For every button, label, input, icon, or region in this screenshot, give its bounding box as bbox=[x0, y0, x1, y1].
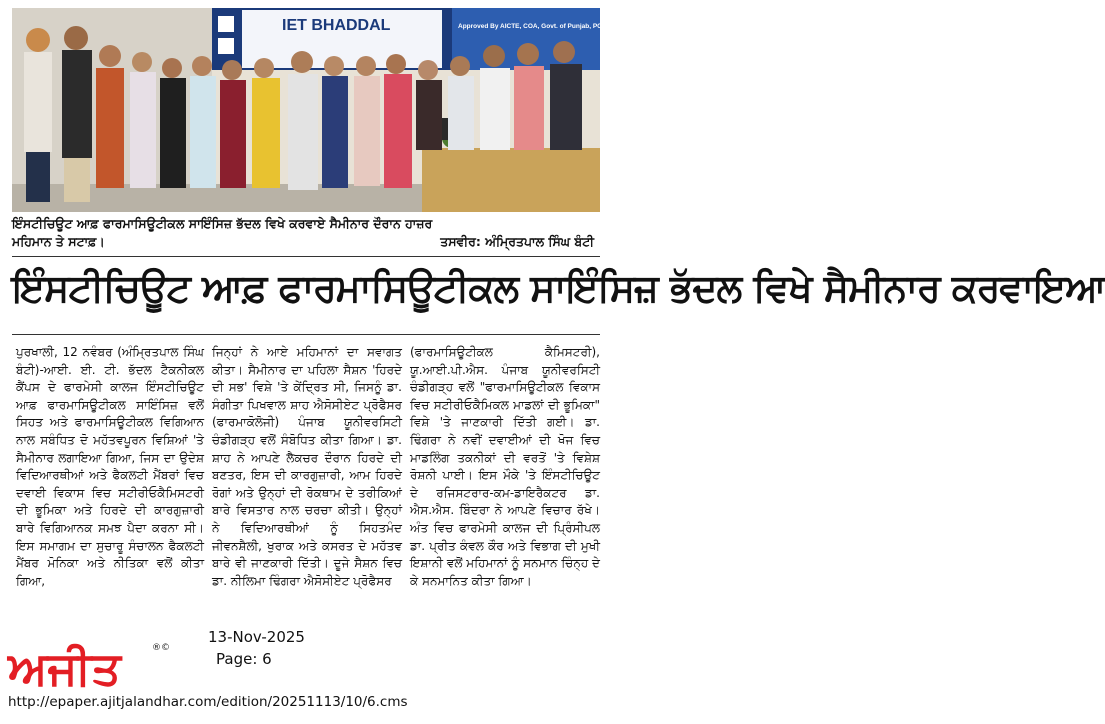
epaper-url[interactable]: http://epaper.ajitjalandhar.com/edition/20251113/10/6.cms bbox=[8, 694, 408, 710]
banner-brand: IET BHADDAL bbox=[282, 17, 391, 34]
edition-date: 13-Nov-2025 bbox=[208, 628, 305, 646]
article-column-2 bbox=[212, 344, 402, 590]
ajit-logo-text: ਅਜੀਤ bbox=[8, 641, 121, 695]
ajit-logo bbox=[4, 636, 168, 694]
divider-top bbox=[12, 256, 600, 257]
registered-mark: ®© bbox=[152, 643, 170, 653]
article-column-1 bbox=[16, 344, 204, 590]
article-text-col2: ਜਿਨ੍ਹਾਂ ਨੇ ਆਏ ਮਹਿਮਾਨਾਂ ਦਾ ਸਵਾਗਤ ਕੀਤਾ। ਸੈਮੀਨਾਰ ਦਾ ਪਹਿਲਾ ਸੈਸ਼ਨ 'ਹਿਰਦੇ ਦੀ ਸਭ' ਵਿਸ਼ੇ 'ਤੇ ਕੇਂਦ੍ਰਿਤ ਸੀ, ਜਿਸਨੂੰ ਡਾ. ਸੰਗੀਤਾ ਪਿਖਵਾਲ ਸ਼ਾਹ ਐਸੋਸੀਏਟ ਪ੍ਰੋਫੈਸਰ (ਫਾਰਮਾਕੋਲੋਜੀ) ਪੰਜਾਬ ਯੂਨੀਵਰਸਿਟੀ ਚੰਡੀਗੜ੍ਹ ਵਲੋਂ ਸੰਬੋਧਿਤ ਕੀਤਾ ਗਿਆ। ਡਾ. ਸ਼ਾਹ ਨੇ ਆਪਣੇ ਲੈਕਚਰ ਦੌਰਾਨ ਹਿਰਦੇ ਦੀ ਬਣਤਰ, ਇਸ ਦੀ ਕਾਰਗੁਜ਼ਾਰੀ, ਆਮ ਹਿਰਦੇ ਰੋਗਾਂ ਅਤੇ ਉਨ੍ਹਾਂ ਦੀ ਰੋਕਥਾਮ ਦੇ ਤਰੀਕਿਆਂ ਬਾਰੇ ਵਿਸਤਾਰ ਨਾਲ ਚਰਚਾ ਕੀਤੀ। ਉਨ੍ਹਾਂ ਨੇ ਵਿਦਿਆਰਥੀਆਂ ਨੂੰ ਸਿਹਤਮੰਦ ਜੀਵਨਸ਼ੈਲੀ, ਖੁਰਾਕ ਅਤੇ ਕਸਰਤ ਦੇ ਮਹੱਤਵ ਬਾਰੇ ਵੀ ਜਾਣਕਾਰੀ ਦਿੱਤੀ। ਦੂਜੇ ਸੈਸ਼ਨ ਵਿਚ ਡਾ. ਨੀਲਿਮਾ ਢਿੰਗਰਾ ਐਸੋਸੀਏਟ ਪ੍ਰੋਫੈਸਰ bbox=[212, 345, 402, 588]
photo-caption-line-2 bbox=[12, 234, 602, 250]
photo-caption-line-1: ਇੰਸਟੀਚਿਊਟ ਆਫ਼ ਫਾਰਮਾਸਿਊਟੀਕਲ ਸਾਇੰਸਿਜ਼ ਭੱਦਲ ਵਿਖੇ ਕਰਵਾਏ ਸੈਮੀਨਾਰ ਦੌਰਾਨ ਹਾਜ਼ਰ bbox=[12, 216, 433, 231]
event-photo bbox=[12, 8, 622, 212]
article-text-col1: ਪੁਰਖਾਲੀ, 12 ਨਵੰਬਰ (ਅੰਮ੍ਰਿਤਪਾਲ ਸਿੰਘ ਬੰਟੀ)-ਆਈ. ਈ. ਟੀ. ਭੱਦਲ ਟੈਕਨੀਕਲ ਕੈਂਪਸ ਦੇ ਫਾਰਮੇਸੀ ਕਾਲਜ ਇੰਸਟੀਚਿਊਟ ਆਫ਼ ਫਾਰਮਾਸਿਊਟੀਕਲ ਸਾਇੰਸਿਜ਼ ਵਲੋਂ ਸਿਹਤ ਅਤੇ ਫਾਰਮਾਸਿਊਟੀਕਲ ਵਿਗਿਆਨ ਨਾਲ ਸਬੰਧਿਤ ਦੋ ਮਹੱਤਵਪੂਰਨ ਵਿਸ਼ਿਆਂ 'ਤੇ ਸੈਮੀਨਾਰ ਲਗਾਇਆ ਗਿਆ, ਜਿਸ ਦਾ ਉਦੇਸ਼ ਵਿਦਿਆਰਥੀਆਂ ਅਤੇ ਫੈਕਲਟੀ ਮੈਂਬਰਾਂ ਵਿਚ ਦਵਾਈ ਵਿਕਾਸ ਵਿਚ ਸਟੀਰੀਓਕੈਮਿਸਟਰੀ ਦੀ ਭੂਮਿਕਾ ਅਤੇ ਹਿਰਦੇ ਦੀ ਕਾਰਗੁਜ਼ਾਰੀ ਬਾਰੇ ਵਿਗਿਆਨਕ ਸਮਝ ਪੈਦਾ ਕਰਨਾ ਸੀ। ਇਸ ਸਮਾਗਮ ਦਾ ਸੁਚਾਰੂ ਸੰਚਾਲਨ ਫੈਕਲਟੀ ਮੈਂਬਰ ਮੋਨਿਕਾ ਅਤੇ ਨੀਤਿਕਾ ਵਲੋਂ ਕੀਤਾ ਗਿਆ, bbox=[16, 345, 204, 588]
article-text-col3: (ਫਾਰਮਾਸਿਊਟੀਕਲ ਕੈਮਿਸਟਰੀ), ਯੂ.ਆਈ.ਪੀ.ਐਸ. ਪੰਜਾਬ ਯੂਨੀਵਰਸਿਟੀ ਚੰਡੀਗੜ੍ਹ ਵਲੋਂ "ਫਾਰਮਾਸਿਊਟੀਕਲ ਵਿਕਾਸ ਵਿਚ ਸਟੀਰੀਓਕੈਮਿਕਲ ਮਾਡਲਾਂ ਦੀ ਭੂਮਿਕਾ" ਵਿਸ਼ੇ 'ਤੇ ਜਾਣਕਾਰੀ ਦਿੱਤੀ ਗਈ। ਡਾ. ਢਿੰਗਰਾ ਨੇ ਨਵੀਂ ਦਵਾਈਆਂ ਦੀ ਖੋਜ ਵਿਚ ਮਾਡਲਿੰਗ ਤਕਨੀਕਾਂ ਦੀ ਵਰਤੋਂ 'ਤੇ ਵਿਸ਼ੇਸ਼ ਰੋਸ਼ਨੀ ਪਾਈ। ਇਸ ਮੌਕੇ 'ਤੇ ਇੰਸਟੀਚਿਊਟ ਦੇ ਰਜਿਸਟਰਾਰ-ਕਮ-ਡਾਇਰੈਕਟਰ ਡਾ. ਐਸ.ਐਸ. ਬਿੰਦਰਾ ਨੇ ਆਪਣੇ ਵਿਚਾਰ ਰੱਖੇ। ਅੰਤ ਵਿਚ ਫਾਰਮੇਸੀ ਕਾਲਜ ਦੀ ਪ੍ਰਿੰਸੀਪਲ ਡਾ. ਪ੍ਰੀਤ ਕੰਵਲ ਕੌਰ ਅਤੇ ਵਿਭਾਗ ਦੀ ਮੁਖੀ ਇਸ਼ਾਨੀ ਵਲੋਂ ਮਹਿਮਾਨਾਂ ਨੂੰ ਸਨਮਾਨ ਚਿੰਨ੍ਹ ਦੇ ਕੇ ਸਨਮਾਨਿਤ ਕੀਤਾ ਗਿਆ। bbox=[410, 345, 600, 588]
article-column-3 bbox=[410, 344, 600, 590]
event-photo-illustration bbox=[12, 8, 622, 212]
photo-credit: ਤਸਵੀਰ: ਅੰਮ੍ਰਿਤਪਾਲ ਸਿੰਘ ਬੰਟੀ bbox=[440, 234, 594, 249]
banner-approval: Approved By AICTE, COA, Govt. of Punjab, PCI, UGC bbox=[458, 23, 622, 30]
divider-headline bbox=[12, 334, 600, 335]
page-number: Page: 6 bbox=[216, 650, 272, 668]
caption-subjects: ਮਹਿਮਾਨ ਤੇ ਸਟਾਫ਼। bbox=[12, 234, 105, 249]
article-headline: ਇੰਸਟੀਚਿਊਟ ਆਫ਼ ਫਾਰਮਾਸਿਊਟੀਕਲ ਸਾਇੰਸਿਜ਼ ਭੱਦਲ ਵਿਖੇ ਸੈਮੀਨਾਰ ਕਰਵਾਇਆ bbox=[12, 266, 1105, 310]
